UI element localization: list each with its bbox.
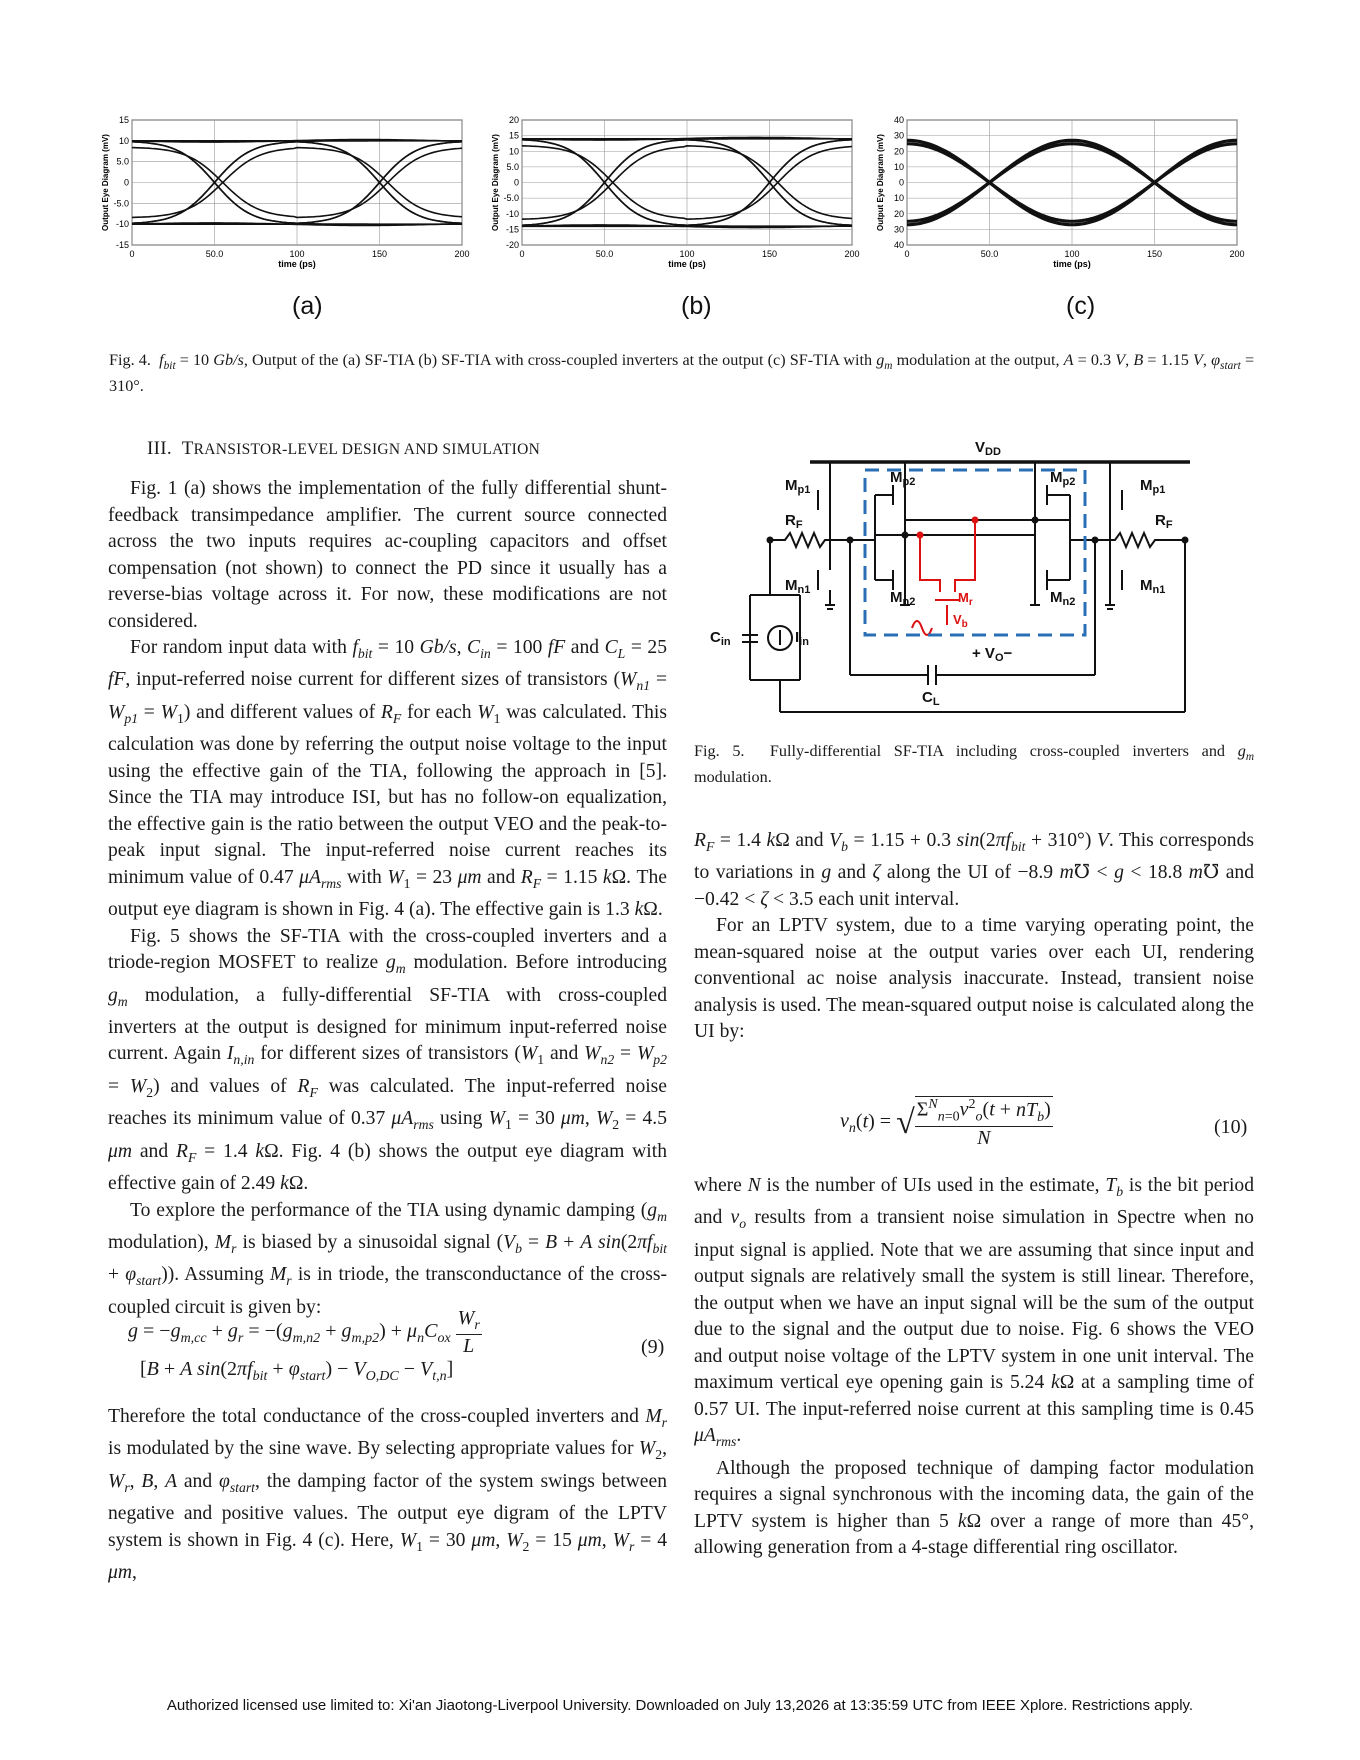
svg-text:Mn1: $M_{n1}$ bbox=[1140, 577, 1166, 596]
left-column-text bbox=[108, 476, 667, 1321]
svg-text:Mn2: $M_{n2}$ bbox=[890, 589, 916, 608]
paragraph: Fig. 5 shows the SF-TIA with the cross-coupled inverters and a triode-region MOSFET to realize $g_m$ modulation. Before introducing $g_m$ modulation, a fully-differential SF-TIA with cross-coupled inverters at the output is designed for minimum input-referred noise current. Again $I_{n,in}$ for different sizes of transistors ($W_1$ and $W_{n2} = W_{p2} = W_2$) and values of $R_F$ was calculated. The input-referred noise reaches its minimum value of 0.37 $\mu A_{rms}$ using $W_1 = 30$ μm, $W_2 = 4.5$ μm and $R_F = 1.4$ kΩ. Fig. 4 (b) shows the output eye diagram with effective gain of 2.49 kΩ. bbox=[108, 925, 668, 1195]
eye-diagram-b-svg bbox=[490, 112, 870, 327]
right-column-text-continued bbox=[694, 1173, 1254, 1562]
x-tick-label: 50.0 bbox=[595, 249, 614, 259]
paragraph: where N is the number of UIs used in the estimate, $T_b$ is the bit period and $v_o$ results from a transient noise simulation in Spectre when no input signal is applied. Note that we are assuming that since input and output signals are relatively small the system is still linear. Therefore, the output when we have an input signal will be the sum of the output due to the signal and the output due to noise. Fig. 6 shows the VEO and output noise voltage of the LPTV system in one unit interval. The maximum vertical eye opening gain is 5.24 kΩ at a sampling time of 0.57 UI. The input-referred noise current at this sampling time is 0.45 $\mu A_{rms}$. bbox=[694, 1175, 1254, 1450]
svg-text:VDD: $V_{DD}$ bbox=[975, 439, 1001, 458]
x-axis-label: time (ps) bbox=[1053, 259, 1091, 269]
y-tick-label: 40 bbox=[893, 240, 904, 250]
x-tick-label: 150 bbox=[1146, 249, 1163, 259]
y-tick-label: -20 bbox=[505, 240, 519, 250]
x-tick-label: 200 bbox=[1229, 249, 1245, 259]
eye-diagram-c bbox=[875, 112, 1255, 327]
x-tick-label: 200 bbox=[844, 249, 860, 259]
y-tick-label: 30 bbox=[893, 130, 904, 141]
figure-5-caption-tail: modulation. bbox=[694, 768, 772, 787]
y-tick-label: -5.0 bbox=[113, 198, 129, 209]
svg-text:RF: $R_F$ bbox=[785, 512, 803, 531]
eye-diagram-b bbox=[490, 112, 870, 327]
y-tick-label: 15 bbox=[118, 115, 129, 125]
y-tick-label: 10 bbox=[118, 135, 129, 146]
paragraph: $R_F = 1.4$ kΩ and $V_b = 1.15 + 0.3$ $\sin(2\pi f_{bit} + 310^\circ)$ V. This corresponds to variations in g and ζ along the UI of −8.9 m℧ < g < 18.8 m℧ and −0.42 < ζ < 3.5 each unit interval. bbox=[694, 830, 1254, 910]
x-tick-label: 100 bbox=[289, 249, 305, 259]
figure-4-caption-label: Fig. 4. bbox=[109, 351, 151, 369]
svg-text:Mn1: $M_{n1}$ bbox=[785, 577, 811, 596]
section-numeral: III. bbox=[147, 438, 172, 459]
panel-letter-c: (c) bbox=[1066, 292, 1096, 320]
eye-diagram-a bbox=[100, 112, 480, 327]
eye-diagram-a-svg bbox=[100, 112, 480, 327]
equation-9-line-1: $g = -g_{m,cc} + g_r = -(g_{m,n2} + g_{m,p2}) + \mu_nC_{ox}$ $\frac{W_r}{L}$ bbox=[128, 1307, 480, 1357]
x-tick-label: 0 bbox=[519, 249, 525, 259]
eye-diagram-c-svg bbox=[875, 112, 1255, 327]
section-title-first: T bbox=[181, 438, 194, 459]
svg-text:Mp2: $M_{p2}$ bbox=[1050, 469, 1076, 488]
y-tick-label: 15 bbox=[508, 130, 519, 141]
x-tick-label: 150 bbox=[761, 249, 778, 259]
y-tick-label: -15 bbox=[115, 240, 129, 250]
x-tick-label: 150 bbox=[371, 249, 388, 259]
y-tick-label: 10 bbox=[893, 193, 904, 204]
y-axis-label: Output Eye Diagram (mV) bbox=[876, 134, 885, 231]
figure-5-caption: Fig. 5. Fully-differential SF-TIA including cross-coupled inverters and $g_m$ modulation. bbox=[694, 742, 1255, 787]
y-axis-label: Output Eye Diagram (mV) bbox=[491, 134, 500, 231]
x-axis-label: time (ps) bbox=[668, 259, 706, 269]
svg-text:Mp1: $M_{p1}$ bbox=[1140, 477, 1166, 496]
x-tick-label: 50.0 bbox=[205, 249, 224, 259]
x-tick-label: 100 bbox=[1064, 249, 1080, 259]
equation-10-number: (10) bbox=[1214, 1116, 1248, 1138]
svg-text:Mr: $M_r$ bbox=[958, 590, 973, 608]
y-tick-label: 20 bbox=[893, 146, 904, 157]
panel-letter-b: (b) bbox=[681, 292, 712, 320]
x-tick-label: 0 bbox=[904, 249, 910, 259]
right-column-text bbox=[694, 828, 1254, 1046]
figure-5-schematic bbox=[700, 430, 1260, 730]
y-tick-label: 0 bbox=[898, 177, 904, 188]
x-tick-label: 200 bbox=[454, 249, 470, 259]
section-title-rest: RANSISTOR-LEVEL DESIGN AND SIMULATION bbox=[193, 441, 541, 458]
svg-text:CL: $C_L$ bbox=[922, 689, 940, 708]
equation-9-line-2: [B + A $\sin(2\pi f_{bit} + \varphi_{start}) - V_{O,DC} - V_{t,n}$] bbox=[140, 1358, 454, 1384]
y-tick-label: 0 bbox=[123, 177, 129, 188]
paragraph: For an LPTV system, due to a time varying operating point, the mean-squared noise at the output varies over each UI, rendering conventional ac noise analysis inaccurate. Instead, transient noise analysis is used. The mean-squared output noise is calculated along the UI by: bbox=[694, 915, 1254, 1043]
panel-letter-a: (a) bbox=[292, 292, 323, 320]
svg-text:RF: $R_F$ bbox=[1155, 512, 1173, 531]
figure-5-caption-label: Fig. 5. bbox=[694, 742, 745, 760]
y-tick-label: 30 bbox=[893, 224, 904, 235]
svg-text:Mp1: $M_{p1}$ bbox=[785, 477, 811, 496]
svg-text:Cin: $C_{in}$ bbox=[710, 629, 731, 648]
section-heading bbox=[147, 438, 540, 460]
svg-text:+ VO−: + $V_O-$ bbox=[972, 645, 1013, 664]
y-tick-label: 20 bbox=[508, 115, 519, 125]
y-tick-label: 5.0 bbox=[506, 161, 519, 172]
y-tick-label: 10 bbox=[508, 146, 519, 157]
y-tick-label: -10 bbox=[505, 208, 519, 219]
y-tick-label: -10 bbox=[115, 219, 129, 230]
y-tick-label: -15 bbox=[505, 224, 519, 235]
figure-5-caption-text: Fully-differential SF-TIA including cross-coupled inverters and bbox=[769, 742, 1226, 760]
paragraph: For random input data with $f_{bit} = 10$ Gb/s, $C_{in} = 100$ fF and $C_L = 25$ fF, input-referred noise current for different sizes of transistors $(W_{n1} = W_{p1} = W_1)$ and different values of $R_F$ for each $W_1$ was calculated. This calculation was done by referring the output noise voltage to the input using the effective gain of the TIA, following the approach in [5]. Since the TIA may introduce ISI, but has no follow-on equalization, the effective gain is the ratio between the output VEO and the peak-to-peak input signal. The input-referred noise current reaches its minimum value of 0.47 $\mu A_{rms}$ with $W_1 = 23$ μm and $R_F = 1.15$ kΩ. The output eye diagram is shown in Fig. 4 (a). The effective gain is 1.3 kΩ. bbox=[108, 637, 667, 921]
y-tick-label: 0 bbox=[513, 177, 519, 188]
y-tick-label: 20 bbox=[893, 208, 904, 219]
paragraph: Therefore the total conductance of the cross-coupled inverters and $M_r$ is modulated by the sine wave. By selecting appropriate values for $W_2$, $W_r$, B, A and $\varphi_{start}$, the damping factor of the system swings between negative and positive values. The output eye digram of the LPTV system is shown in Fig. 4 (c). Here, $W_1 = 30$ μm, $W_2 = 15$ μm, $W_r = 4$ μm, bbox=[108, 1406, 667, 1584]
x-tick-label: 50.0 bbox=[980, 249, 999, 259]
x-axis-label: time (ps) bbox=[278, 259, 316, 269]
footer-license-notice: Authorized licensed use limited to: Xi'an Jiaotong-Liverpool University. Downloaded on July 13,2026 at 13:35:59 UTC from IEEE Xplore. Restrictions apply. bbox=[166, 1697, 1194, 1714]
equation-10: $v_n(t)$ = √ $\frac{\Sigma^N_{n=0}v^2_o(t + nT_b)}{N}$ bbox=[840, 1097, 1051, 1149]
paragraph: Fig. 1 (a) shows the implementation of the fully differential shunt-feedback transimpedance amplifier. The current source connected across the two inputs requires ac-coupling capacitors and offset compensation (not shown) to connect the PD since it usually has a reverse-bias voltage across it. For now, these modifications are not considered. bbox=[108, 478, 667, 632]
svg-text:Mp2: $M_{p2}$ bbox=[890, 469, 916, 488]
left-column-text-continued bbox=[108, 1404, 667, 1587]
x-tick-label: 0 bbox=[129, 249, 135, 259]
y-tick-label: 10 bbox=[893, 161, 904, 172]
paragraph: To explore the performance of the TIA using dynamic damping ($g_m$ modulation), $M_r$ is biased by a sinusoidal signal ($V_b = B + A$ $\sin(2\pi f_{bit} + \varphi_{start})$). Assuming $M_r$ is in triode, the transconductance of the cross-coupled circuit is given by: bbox=[108, 1199, 668, 1318]
paragraph: Although the proposed technique of damping factor modulation requires a signal synchronous with the incoming data, the gain of the LPTV system is higher than 5 kΩ over a range of more than 45°, allowing generation from a 4-stage differential ring oscillator. bbox=[694, 1457, 1254, 1559]
svg-text:Mn2: $M_{n2}$ bbox=[1050, 589, 1076, 608]
x-tick-label: 100 bbox=[679, 249, 695, 259]
y-tick-label: -5.0 bbox=[503, 193, 519, 204]
y-axis-label: Output Eye Diagram (mV) bbox=[101, 134, 110, 231]
figure-4-caption-text-1: Output of the (a) SF-TIA (b) SF-TIA with cross-coupled inverters at the output (c) SF-TIA with bbox=[252, 351, 873, 369]
figure-4-caption: Fig. 4. $f_{bit} = 10$ Gb/s, Output of the (a) SF-TIA (b) SF-TIA with cross-coupled inverters at the output (c) SF-TIA with $g_m$ modulation at the output, A = 0.3 V, B = 1.15 V, $\varphi_{start} = 310^\circ$. bbox=[109, 351, 1255, 396]
circuit-svg bbox=[700, 430, 1260, 730]
svg-text:Iin: $I_{in}$ bbox=[795, 629, 809, 648]
equation-9-number: (9) bbox=[641, 1336, 665, 1358]
y-tick-label: 40 bbox=[893, 115, 904, 125]
figure-4-caption-text-2: modulation at the output, bbox=[896, 351, 1060, 369]
svg-text:Vb: $V_b$ bbox=[953, 612, 968, 630]
y-tick-label: 5.0 bbox=[116, 156, 129, 167]
